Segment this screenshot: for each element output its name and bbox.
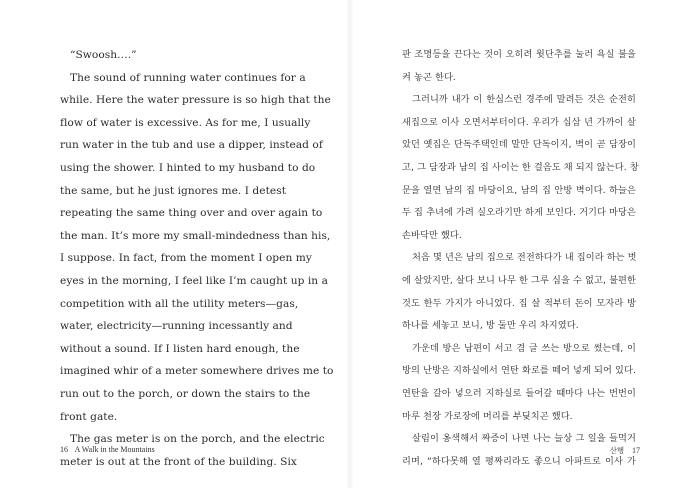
text-line: run water in the tub and use a dipper, instead of <box>60 139 323 152</box>
right-page-footer <box>610 445 640 456</box>
text-line: the man. It’s more my small-mindedness than his, <box>60 229 331 242</box>
text-line: 연탄을 갈아 넣으러 지하실로 들어갈 때마다 나는 번번이 <box>402 387 636 399</box>
running-head: A Walk in the Mountains <box>74 445 155 454</box>
text-line: 두 집 추녀에 가려 실오라기만 하게 보인다. 거기다 마당은 <box>402 207 636 219</box>
text-line: 그러니까 내가 이 한심스런 경주에 말려든 것은 순전히 <box>412 94 636 106</box>
left-page-body-text <box>60 44 334 473</box>
text-line: 켜 놓곤 한다. <box>402 71 456 83</box>
text-line: 것도 한두 가지가 아니었다. 집 살 적부터 돈이 모자라 방 <box>402 297 636 309</box>
page-number: 16 <box>60 445 68 454</box>
text-line: run out to the porch, or down the stairs to the <box>60 387 311 400</box>
page-number: 17 <box>632 446 640 455</box>
text-line: meter is out at the front of the building. Six <box>60 455 297 468</box>
text-line: “Swoosh….” <box>70 49 137 61</box>
text-line: 가운데 방은 남편이 서고 겸 글 쓰는 방으로 썼는데, 이 <box>412 342 636 354</box>
text-line: 방의 난방은 지하실에서 연탄 화로를 떼어 넣게 되어 있다. <box>402 365 636 377</box>
left-page-footer <box>60 445 155 454</box>
text-line: without a sound. If I listen hard enough, the <box>60 342 300 355</box>
text-line: 리며, “하다못해 열 평짜리라도 좋으니 아파트로 이사 가 <box>402 455 636 467</box>
text-line: front gate. <box>60 410 118 423</box>
text-line: 살림이 옹색해서 짜증이 나면 나는 늘상 그 일을 들먹거 <box>412 433 636 445</box>
text-line: imagined whir of a meter somewhere drives me to <box>60 365 334 378</box>
text-line: 에 살았지만, 살다 보니 나무 한 그루 심을 수 없고, 불편한 <box>402 274 636 286</box>
text-line: competition with all the utility meters—gas, <box>60 297 299 310</box>
text-line: flow of water is excessive. As for me, I usually <box>60 116 311 129</box>
text-line: I suppose. In fact, from the moment I open my <box>60 252 312 265</box>
text-line: 판 조명등을 끈다는 것이 오히려 윗단추를 눌러 욕실 불을 <box>402 49 636 60</box>
text-line: 고, 그 담장과 남의 집 사이는 한 걸음도 채 되지 않는다. 창 <box>402 161 639 173</box>
right-page <box>350 0 700 488</box>
text-line: while. Here the water pressure is so high that the <box>60 94 331 107</box>
right-page-body-text <box>402 44 639 473</box>
text-line: water, electricity—running incessantly and <box>60 320 293 333</box>
text-line: eyes in the morning, I feel like I’m caught up in a <box>60 274 328 287</box>
text-line: The gas meter is on the porch, and the electric <box>70 433 325 446</box>
text-line: using the shower. I hinted to my husband to do <box>60 161 316 174</box>
text-line: 마루 천장 가로장에 머리를 부딪치곤 했다. <box>402 410 573 422</box>
text-line: 새집으로 이사 오면서부터이다. 우리가 십삼 년 가까이 살 <box>402 116 636 128</box>
text-line: repeating the same thing over and over again to <box>60 207 323 220</box>
text-line: 처음 몇 년은 남의 집으로 전전하다가 내 집이라 하는 벗 <box>412 252 637 264</box>
text-line: 손바닥만 했다. <box>402 229 462 241</box>
text-line: 았던 옛집은 단독주택인데 말만 단독이지, 벽이 곧 담장이 <box>402 139 636 151</box>
text-line: the same, but he just ignores me. I detest <box>60 184 286 197</box>
text-line: The sound of running water continues for a <box>70 71 306 84</box>
text-line: 문을 열면 남의 집 마당이요, 남의 집 안방 벽이다. 하늘은 <box>402 184 636 196</box>
running-head: 산행 <box>609 446 624 455</box>
text-line: 하나를 세놓고 보니, 방 둘만 우리 차지였다. <box>402 320 579 332</box>
